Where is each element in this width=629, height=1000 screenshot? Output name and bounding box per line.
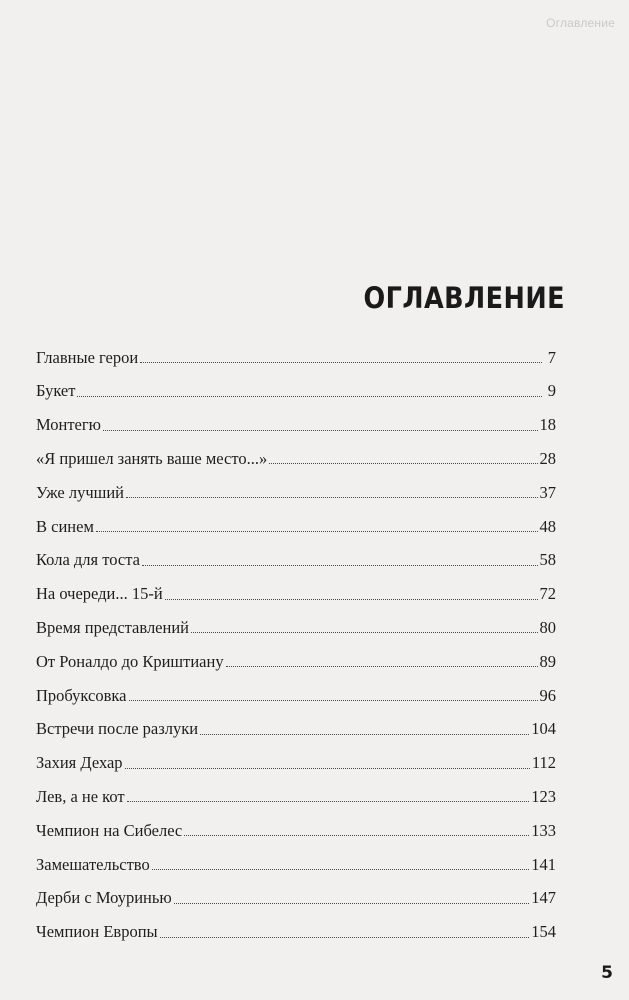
toc-entry-title: От Роналдо до Криштиану (36, 651, 224, 671)
dot-leader (160, 936, 530, 938)
toc-entry-title: Встречи после разлуки (36, 719, 199, 739)
dot-leader (127, 800, 530, 802)
toc-entry-title: Пробуксовка (36, 685, 127, 705)
dot-leader (140, 361, 542, 363)
toc-entry (36, 845, 556, 873)
toc-entry-title: Кола для тоста (36, 550, 140, 570)
toc-entry-page: 96 (539, 685, 556, 705)
toc-entry-page: 37 (539, 482, 556, 502)
dot-leader (77, 395, 542, 397)
toc-entry (36, 811, 556, 839)
dot-leader (142, 564, 538, 566)
toc-entry (36, 879, 556, 907)
dot-leader (191, 631, 538, 633)
toc-entry-page: 9 (547, 381, 556, 401)
dot-leader (152, 868, 530, 870)
toc-entry-title: В синем (36, 516, 94, 536)
toc-entry (36, 744, 556, 772)
toc-entry-title: «Я пришел занять ваше место...» (36, 448, 268, 468)
toc-entry-page: 112 (531, 753, 556, 773)
dot-leader (129, 699, 538, 701)
toc-entry-title: Время представлений (36, 617, 189, 637)
toc-entry-title: Монтегю (36, 415, 101, 435)
running-head: Оглавление (546, 16, 615, 30)
toc-entry (36, 710, 556, 738)
dot-leader (174, 902, 530, 904)
toc-entry (36, 913, 556, 941)
toc-entry-page: 58 (539, 550, 556, 570)
toc-entry (36, 338, 556, 366)
toc-entry-title: Чемпион Европы (36, 922, 158, 942)
dot-leader (96, 530, 538, 532)
toc-entry-title: Захия Дехар (36, 753, 123, 773)
toc-entry-page: 133 (531, 820, 556, 840)
page-number: 5 (601, 963, 613, 983)
toc-entry-page: 48 (539, 516, 556, 536)
toc-entry-title: Замешательство (36, 854, 150, 874)
toc-entry-title: Букет (36, 381, 76, 401)
toc-entry (36, 608, 556, 636)
toc-entry-title: На очереди... 15-й (36, 584, 163, 604)
dot-leader (226, 665, 538, 667)
toc-entry-title: Главные герои (36, 347, 139, 367)
toc-entry-title: Лев, а не кот (36, 786, 125, 806)
toc-entry (36, 507, 556, 535)
toc-entry (36, 676, 556, 704)
toc-entry-title: Чемпион на Сибелес (36, 820, 183, 840)
toc-entry-title: Уже лучший (36, 482, 125, 502)
toc-entry (36, 439, 556, 467)
dot-leader (103, 429, 538, 431)
toc-entry (36, 372, 556, 400)
toc-entry (36, 473, 556, 501)
toc-entry-page: 154 (531, 922, 556, 942)
toc-entry-page: 28 (539, 448, 556, 468)
dot-leader (165, 598, 538, 600)
dot-leader (269, 462, 537, 464)
toc-entry (36, 777, 556, 805)
toc-entry-page: 141 (531, 854, 556, 874)
toc-entry-page: 123 (531, 786, 556, 806)
toc-entry-page: 80 (539, 617, 556, 637)
dot-leader (184, 834, 529, 836)
toc-entry (36, 642, 556, 670)
toc-entry-title: Дерби с Моуринью (36, 888, 172, 908)
toc-entry (36, 575, 556, 603)
toc-entry-page: 147 (531, 888, 556, 908)
toc-entry-page: 72 (539, 584, 556, 604)
dot-leader (125, 767, 530, 769)
dot-leader (126, 496, 537, 498)
toc-entry-page: 7 (547, 347, 556, 367)
toc-entry-page: 89 (539, 651, 556, 671)
toc-entry (36, 541, 556, 569)
toc-entry-page: 18 (539, 415, 556, 435)
toc-entry (36, 406, 556, 434)
dot-leader (200, 733, 529, 735)
toc-entry-page: 104 (531, 719, 556, 739)
page-title: ОГЛАВЛЕНИЕ (363, 281, 565, 316)
